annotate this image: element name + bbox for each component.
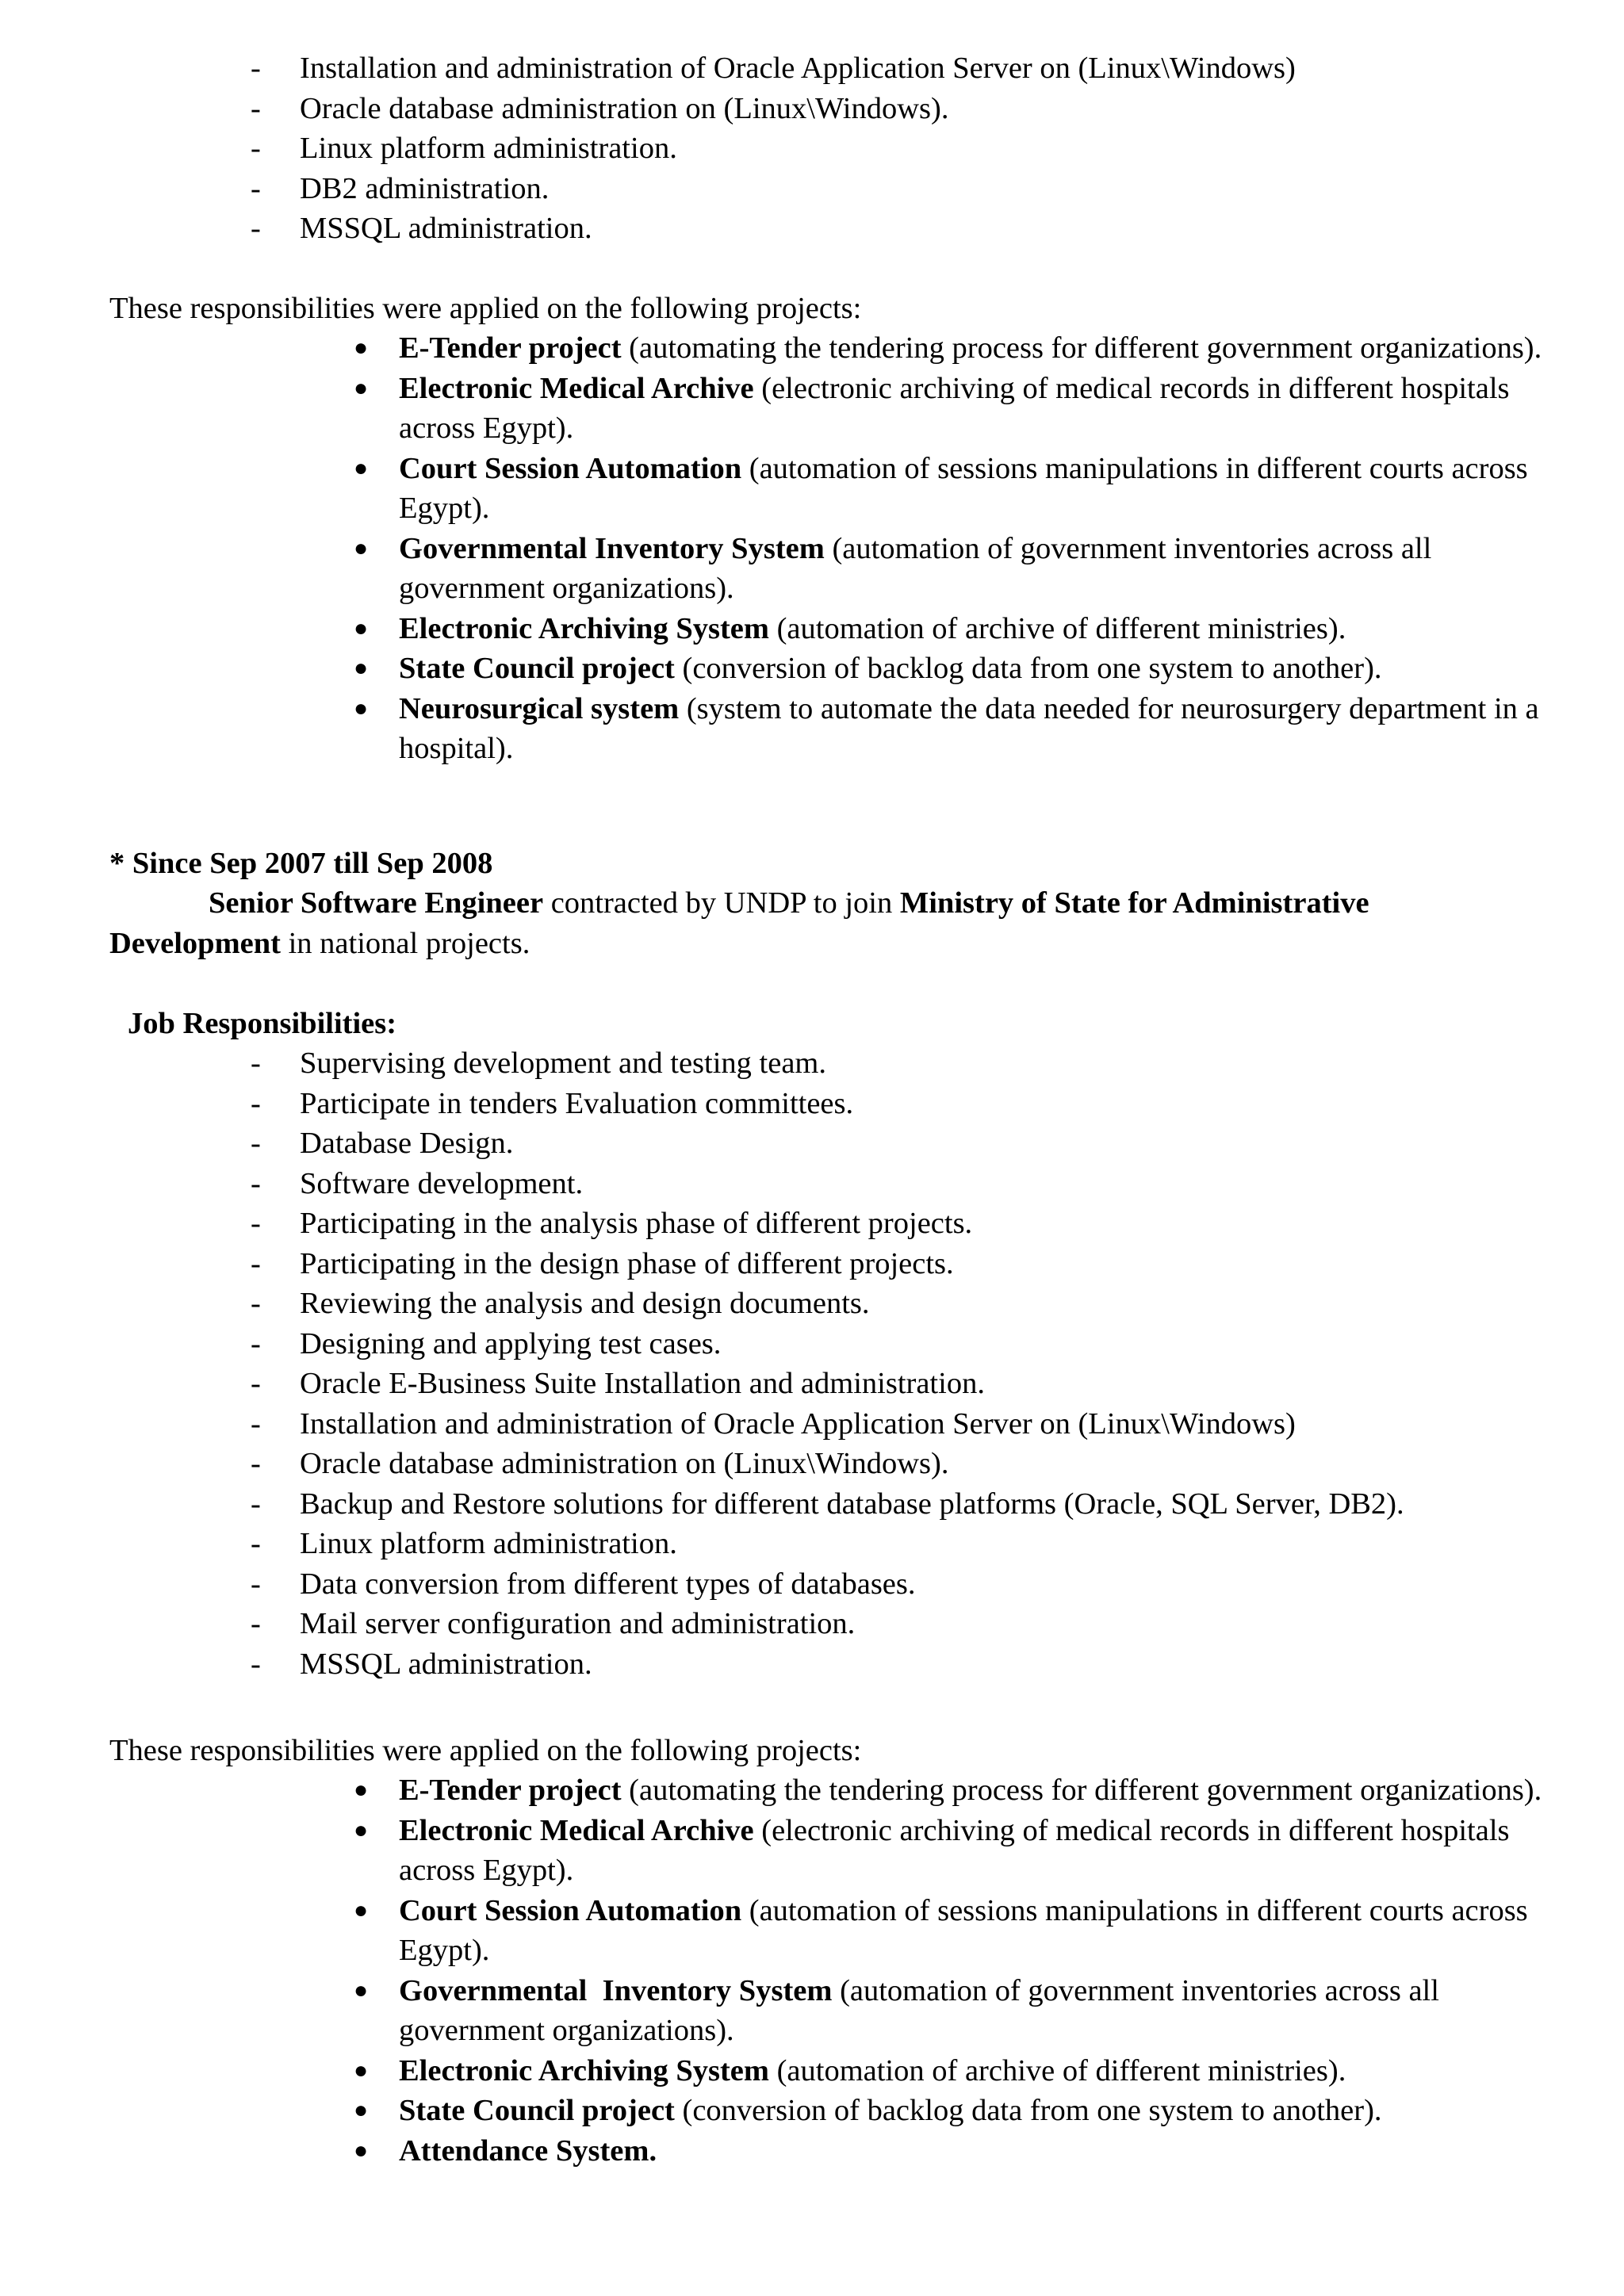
dash-marker: -: [251, 91, 261, 125]
dash-marker: -: [251, 1047, 261, 1080]
list-item: - Supervising development and testing team.: [0, 1043, 1624, 1084]
dash-marker: -: [251, 1647, 261, 1681]
list-item: - Designing and applying test cases.: [0, 1324, 1624, 1364]
project-name: Electronic Medical Archive: [399, 371, 754, 405]
project-name: State Council project: [399, 652, 675, 685]
project-name: Electronic Archiving System: [399, 2053, 769, 2087]
list-item: - Participating in the analysis phase of different projects.: [0, 1203, 1624, 1244]
dash-marker: -: [251, 171, 261, 205]
project-item: [0, 1770, 1624, 1811]
projects-list-2: [0, 1770, 1624, 2171]
dash-marker: -: [251, 1607, 261, 1640]
responsibilities-list-1: [0, 48, 1624, 249]
job-responsibilities-heading: Job Responsibilities:: [128, 1007, 397, 1040]
role-mid: contracted by UNDP to join: [543, 886, 900, 920]
project-desc: (automation of archive of different ministries).: [768, 611, 1346, 645]
project-name: Attendance System.: [399, 2133, 657, 2168]
list-item: - Oracle database administration on (Linux\Windows).: [0, 1444, 1624, 1484]
dash-marker: -: [251, 1447, 261, 1480]
project-name: Electronic Medical Archive: [399, 1813, 754, 1847]
project-name: Electronic Archiving System: [399, 611, 769, 645]
bullet-marker: ●: [354, 655, 369, 681]
list-item: - Oracle E-Business Suite Installation and administration.: [0, 1364, 1624, 1404]
project-item: [0, 2051, 1624, 2091]
role-description: [109, 883, 1545, 963]
dash-marker: -: [251, 1367, 261, 1400]
dash-marker: -: [251, 1166, 261, 1200]
bullet-marker: ●: [354, 454, 369, 481]
project-item: [0, 1811, 1624, 1891]
project-desc: (automating the tendering process for different government organizations).: [621, 1774, 1542, 1807]
list-item: - Participating in the design phase of different projects.: [0, 1244, 1624, 1284]
project-name: Governmental Inventory System: [399, 531, 825, 565]
project-desc: (electronic archiving of medical records in different hospitals across Egypt).: [399, 1813, 1510, 1887]
dash-marker: -: [251, 1246, 261, 1280]
projects-intro-2: These responsibilities were applied on the following projects:: [109, 1734, 862, 1767]
project-item: [0, 609, 1624, 649]
projects-list-1: [0, 328, 1624, 769]
dash-marker: -: [251, 1567, 261, 1601]
project-name: E-Tender project: [399, 1774, 622, 1807]
role-end: in national projects.: [280, 926, 530, 960]
list-item: - Linux platform administration.: [0, 128, 1624, 169]
project-desc: (automation of sessions manipulations in different courts across Egypt).: [399, 1893, 1528, 1967]
dash-marker: -: [251, 1287, 261, 1320]
project-desc: (automation of government inventories across all government organizations).: [399, 531, 1432, 605]
dash-marker: -: [251, 1527, 261, 1560]
list-item: - Reviewing the analysis and design documents.: [0, 1284, 1624, 1324]
project-desc: (conversion of backlog data from one system to another).: [674, 652, 1382, 685]
project-item: [0, 689, 1624, 769]
list-item: - Oracle database administration on (Linux\Windows).: [0, 89, 1624, 129]
project-item: [0, 1891, 1624, 1971]
list-item: - Installation and administration of Oracle Application Server on (Linux\Windows): [0, 48, 1624, 89]
project-name: Court Session Automation: [399, 451, 742, 485]
bullet-marker: ●: [354, 1976, 369, 2003]
list-item: - Installation and administration of Oracle Application Server on (Linux\Windows): [0, 1404, 1624, 1445]
dash-marker: -: [251, 1406, 261, 1441]
project-item: [0, 328, 1624, 369]
employment-period: * Since Sep 2007 till Sep 2008: [109, 847, 493, 880]
dash-marker: -: [251, 1326, 261, 1360]
dash-marker: -: [251, 212, 261, 245]
dash-marker: -: [251, 52, 261, 85]
list-item: - Data conversion from different types of databases.: [0, 1564, 1624, 1605]
organization-name: Ministry of State for Administrative Development: [109, 886, 1369, 960]
project-item: [0, 2131, 1624, 2172]
bullet-marker: ●: [354, 2057, 369, 2084]
project-desc: (conversion of backlog data from one system to another).: [674, 2094, 1382, 2127]
dash-marker: -: [251, 1207, 261, 1240]
dash-marker: -: [251, 1127, 261, 1160]
bullet-marker: ●: [354, 614, 369, 641]
project-name: Neurosurgical system: [399, 691, 680, 725]
role-title: Senior Software Engineer: [209, 886, 544, 920]
list-item: - Software development.: [0, 1164, 1624, 1204]
project-item: [0, 449, 1624, 529]
project-desc: (automation of sessions manipulations in different courts across Egypt).: [399, 451, 1528, 525]
project-item: [0, 1971, 1624, 2051]
list-item: - DB2 administration.: [0, 169, 1624, 209]
project-name: State Council project: [399, 2094, 675, 2127]
project-name: Court Session Automation: [399, 1893, 742, 1927]
list-item: - Linux platform administration.: [0, 1524, 1624, 1564]
bullet-marker: ●: [354, 374, 369, 401]
bullet-marker: ●: [354, 1896, 369, 1923]
list-item: - Database Design.: [0, 1123, 1624, 1164]
dash-marker: -: [251, 1487, 261, 1521]
project-desc: (automation of archive of different ministries).: [768, 2053, 1346, 2087]
bullet-marker: ●: [354, 2137, 369, 2164]
bullet-marker: ●: [354, 534, 369, 561]
bullet-marker: ●: [354, 695, 369, 721]
bullet-marker: ●: [354, 2097, 369, 2123]
dash-marker: -: [251, 132, 261, 165]
project-item: [0, 649, 1624, 689]
list-item: - Participate in tenders Evaluation committees.: [0, 1084, 1624, 1124]
bullet-marker: ●: [354, 1816, 369, 1843]
project-desc: (electronic archiving of medical records in different hospitals across Egypt).: [399, 371, 1510, 445]
project-item: [0, 2091, 1624, 2131]
project-desc: (system to automate the data needed for neurosurgery department in a hospital).: [399, 691, 1539, 765]
responsibilities-list-2: [0, 1043, 1624, 1684]
list-item: - Mail server configuration and administration.: [0, 1604, 1624, 1644]
project-item: [0, 369, 1624, 449]
project-name: Governmental Inventory System: [399, 1973, 833, 2007]
list-item: - MSSQL administration.: [0, 1644, 1624, 1685]
bullet-marker: ●: [354, 335, 369, 361]
bullet-marker: ●: [354, 1777, 369, 1803]
dash-marker: -: [251, 1086, 261, 1120]
list-item: - Backup and Restore solutions for different database platforms (Oracle, SQL Server, DB2).: [0, 1484, 1624, 1525]
list-item: - MSSQL administration.: [0, 209, 1624, 249]
project-desc: (automating the tendering process for different government organizations).: [621, 331, 1542, 365]
project-desc: (automation of government inventories across all government organizations).: [399, 1973, 1439, 2047]
projects-intro-1: These responsibilities were applied on the following projects:: [109, 292, 862, 325]
project-item: [0, 529, 1624, 609]
project-name: E-Tender project: [399, 331, 622, 365]
